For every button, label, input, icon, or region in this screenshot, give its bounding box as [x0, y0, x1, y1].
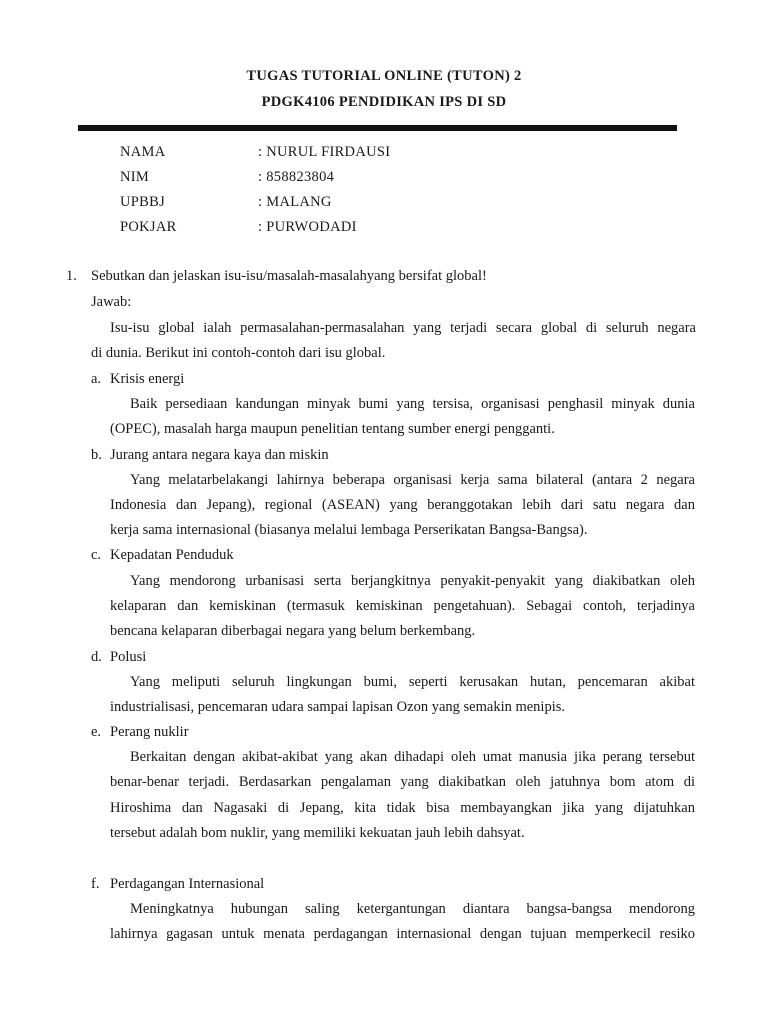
item-line: kelaparan dan kemiskinan (termasuk kemiskinan pengetahuan). Sebagai contoh, terjadinya [110, 598, 695, 614]
header-divider [78, 125, 677, 131]
identity-row-nama [120, 144, 390, 169]
item-line: Baik persediaan kandungan minyak bumi yang tersisa, organisasi penghasil minyak dunia [130, 396, 695, 412]
question-text: Sebutkan dan jelaskan isu-isu/masalah-masalahyang bersifat global! [91, 268, 487, 284]
intro-line: di dunia. Berikut ini contoh-contoh dari isu global. [91, 345, 386, 361]
identity-row-nim [120, 169, 390, 194]
item-title: Polusi [110, 649, 147, 665]
item-line: Yang mendorong urbanisasi serta berjangkitnya penyakit-penyakit yang diakibatkan oleh [130, 573, 695, 589]
identity-row-pokjar [120, 219, 390, 244]
item-letter: b. [91, 447, 102, 463]
item-line: tersebut adalah bom nuklir, yang memiliki kekuatan jauh lebih dahsyat. [110, 825, 525, 841]
item-title: Perang nuklir [110, 724, 189, 740]
item-line: bencana kelaparan diberbagai negara yang belum berkembang. [110, 623, 476, 639]
identity-key: NAMA [120, 144, 166, 160]
identity-key: NIM [120, 169, 150, 185]
item-line: industrialisasi, pencemaran udara sampai lapisan Ozon yang semakin menipis. [110, 699, 566, 715]
item-title: Perdagangan Internasional [110, 876, 265, 892]
identity-value: : NURUL FIRDAUSI [258, 144, 391, 160]
identity-value: : PURWODADI [258, 219, 357, 235]
item-line: Yang meliputi seluruh lingkungan bumi, seperti kerusakan hutan, pencemaran akibat [130, 674, 695, 690]
document-title: TUGAS TUTORIAL ONLINE (TUTON) 2 [246, 68, 522, 84]
item-letter: f. [91, 876, 100, 892]
intro-line: Isu-isu global ialah permasalahan-permasalahan yang terjadi secara global di seluruh negara [110, 320, 696, 336]
identity-key: UPBBJ [120, 194, 166, 210]
identity-value: : MALANG [258, 194, 332, 210]
item-line: Yang melatarbelakangi lahirnya beberapa organisasi kerja sama bilateral (antara 2 negara [130, 472, 695, 488]
item-line: benar-benar terjadi. Berdasarkan pengalaman yang diakibatkan oleh jatuhnya bom atom di [110, 774, 695, 790]
item-title: Kepadatan Penduduk [110, 547, 234, 563]
item-letter: c. [91, 547, 102, 563]
identity-row-upbbj [120, 194, 390, 219]
item-line: lahirnya gagasan untuk menata perdagangan internasional dengan tujuan memperkecil resiko [110, 926, 695, 942]
item-title: Krisis energi [110, 371, 185, 387]
identity-key: POKJAR [120, 219, 177, 235]
identity-value: : 858823804 [258, 169, 335, 185]
question-number: 1. [66, 268, 77, 284]
item-letter: e. [91, 724, 102, 740]
item-line: Meningkatnya hubungan saling ketergantungan diantara bangsa-bangsa mendorong [130, 901, 695, 917]
document-subtitle: PDGK4106 PENDIDIKAN IPS DI SD [261, 94, 507, 110]
item-line: Hiroshima dan Nagasaki di Jepang, kita tidak bisa membayangkan jika yang dijatuhkan [110, 800, 695, 816]
identity-table [120, 144, 390, 244]
item-title: Jurang antara negara kaya dan miskin [110, 447, 329, 463]
item-line: Indonesia dan Jepang), regional (ASEAN) yang beranggotakan lebih dari satu negara dan [110, 497, 695, 513]
item-line: (OPEC), masalah harga maupun penelitian tentang sumber energi pengganti. [110, 421, 555, 437]
item-line: Berkaitan dengan akibat-akibat yang akan dihadapi oleh umat manusia jika perang tersebut [130, 749, 695, 765]
item-line: kerja sama internasional (biasanya melalui lembaga Perserikatan Bangsa-Bangsa). [110, 522, 588, 538]
item-letter: a. [91, 371, 102, 387]
item-letter: d. [91, 649, 102, 665]
answer-label: Jawab: [91, 294, 132, 310]
